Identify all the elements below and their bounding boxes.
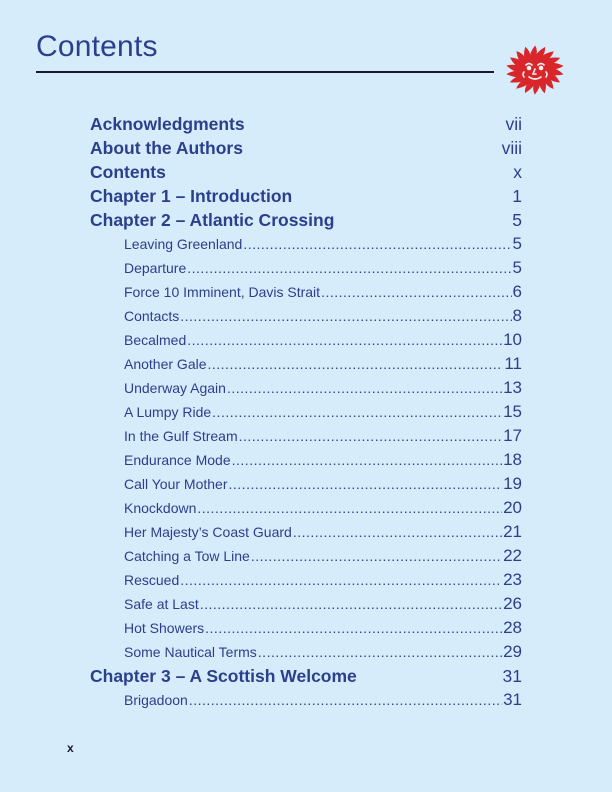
- toc-entry-label: Chapter 1 – Introduction: [90, 186, 293, 206]
- toc-section-entry[interactable]: [124, 472, 522, 496]
- toc-entry-page: x: [513, 162, 522, 182]
- dot-leader: [200, 592, 502, 616]
- toc-section-entry[interactable]: [124, 520, 522, 544]
- dot-leader: [229, 472, 503, 496]
- dot-leader: [197, 496, 502, 520]
- toc-entry-label: In the Gulf Stream: [124, 428, 238, 444]
- toc-section-entry[interactable]: [124, 568, 522, 592]
- toc-entry-page: 6: [512, 282, 522, 301]
- toc-entry-page: 8: [512, 306, 522, 325]
- toc-entry-label: Hot Showers: [124, 620, 205, 636]
- toc-entry-page: 17: [503, 426, 522, 445]
- toc-entry-page: 31: [503, 690, 522, 709]
- toc-entry-label: Brigadoon: [124, 692, 188, 708]
- dot-leader: [189, 688, 502, 712]
- toc-entry-label: Force 10 Imminent, Davis Strait: [124, 284, 321, 300]
- toc-entry-page: 10: [503, 330, 522, 349]
- toc-entry-page: 5: [512, 234, 522, 253]
- toc-chapter-entry[interactable]: [90, 208, 522, 232]
- toc-section-entry[interactable]: [124, 256, 522, 280]
- toc-entry-label: Contents: [90, 162, 166, 182]
- page-number: x: [67, 741, 74, 755]
- dot-leader: [293, 520, 502, 544]
- toc-entry-page: vii: [505, 114, 522, 134]
- dot-leader: [251, 544, 502, 568]
- dot-leader: [243, 232, 511, 256]
- page-title: Contents: [36, 30, 158, 63]
- toc-section-entry[interactable]: [124, 640, 522, 664]
- toc-section-entry[interactable]: [124, 448, 522, 472]
- toc-entry-page: 26: [503, 594, 522, 613]
- toc-section-entry[interactable]: [124, 424, 522, 448]
- toc-entry-page: 15: [503, 402, 522, 421]
- toc-entry-label: Chapter 2 – Atlantic Crossing: [90, 210, 335, 230]
- toc-entry-page: viii: [501, 138, 522, 158]
- toc-entry-page: 5: [512, 210, 522, 230]
- toc-section-entry[interactable]: [124, 592, 522, 616]
- dot-leader: [212, 400, 502, 424]
- toc-entry-label: Call Your Mother: [124, 476, 228, 492]
- toc-section-entry[interactable]: [124, 688, 522, 712]
- toc-entry-label: Safe at Last: [124, 596, 199, 612]
- toc-section-entry[interactable]: [124, 376, 522, 400]
- toc-section-entry[interactable]: [124, 616, 522, 640]
- toc-chapter-entry[interactable]: [90, 664, 522, 688]
- toc-entry-label: About the Authors: [90, 138, 243, 158]
- toc-section-entry[interactable]: [124, 544, 522, 568]
- dot-leader: [208, 352, 504, 376]
- toc-entry-page: 21: [503, 522, 522, 541]
- toc-entry-label: Some Nautical Terms: [124, 644, 257, 660]
- dot-leader: [180, 304, 511, 328]
- toc-entry-page: 19: [503, 474, 522, 493]
- dot-leader: [258, 640, 502, 664]
- toc-entry-label: Becalmed: [124, 332, 187, 348]
- toc-entry-label: Knockdown: [124, 500, 197, 516]
- toc-section-entry[interactable]: [124, 352, 522, 376]
- toc-chapter-entry[interactable]: [90, 160, 522, 184]
- toc-entry-label: A Lumpy Ride: [124, 404, 212, 420]
- toc-entry-label: Leaving Greenland: [124, 236, 243, 252]
- dot-leader: [227, 376, 502, 400]
- toc-section-entry[interactable]: [124, 400, 522, 424]
- toc-entry-page: 11: [504, 354, 522, 373]
- toc-section-entry[interactable]: [124, 496, 522, 520]
- toc-entry-page: 22: [503, 546, 522, 565]
- dot-leader: [180, 568, 502, 592]
- dot-leader: [187, 256, 511, 280]
- title-rule: [36, 71, 494, 73]
- table-of-contents: [90, 112, 522, 712]
- toc-entry-page: 13: [503, 378, 522, 397]
- toc-entry-page: 18: [503, 450, 522, 469]
- toc-entry-page: 29: [503, 642, 522, 661]
- toc-entry-page: 23: [503, 570, 522, 589]
- toc-entry-label: Departure: [124, 260, 187, 276]
- toc-entry-page: 31: [502, 666, 522, 686]
- toc-section-entry[interactable]: [124, 328, 522, 352]
- toc-section-entry[interactable]: [124, 232, 522, 256]
- toc-entry-page: 5: [512, 258, 522, 277]
- toc-entry-label: Rescued: [124, 572, 180, 588]
- toc-entry-label: Chapter 3 – A Scottish Welcome: [90, 666, 357, 686]
- toc-entry-label: Endurance Mode: [124, 452, 231, 468]
- sun-face-icon: [497, 39, 573, 101]
- toc-chapter-entry[interactable]: [90, 136, 522, 160]
- toc-entry-label: Her Majesty’s Coast Guard: [124, 524, 292, 540]
- toc-section-entry[interactable]: [124, 280, 522, 304]
- toc-entry-label: Catching a Tow Line: [124, 548, 250, 564]
- toc-entry-page: 1: [512, 186, 522, 206]
- toc-entry-label: Contacts: [124, 308, 180, 324]
- toc-entry-label: Acknowledgments: [90, 114, 245, 134]
- dot-leader: [187, 328, 502, 352]
- toc-entry-label: Underway Again: [124, 380, 226, 396]
- toc-entry-page: 20: [503, 498, 522, 517]
- dot-leader: [205, 616, 502, 640]
- dot-leader: [321, 280, 511, 304]
- toc-chapter-entry[interactable]: [90, 112, 522, 136]
- toc-entry-label: Another Gale: [124, 356, 207, 372]
- toc-chapter-entry[interactable]: [90, 184, 522, 208]
- toc-entry-page: 28: [503, 618, 522, 637]
- dot-leader: [232, 448, 502, 472]
- toc-section-entry[interactable]: [124, 304, 522, 328]
- dot-leader: [239, 424, 502, 448]
